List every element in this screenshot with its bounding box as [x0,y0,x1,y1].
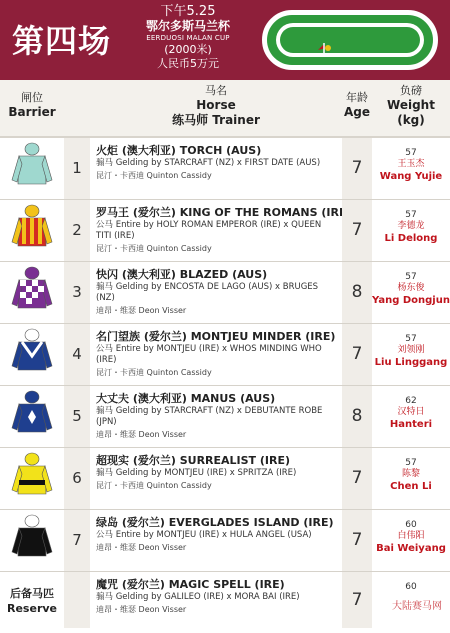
horse-cell [90,262,342,323]
pedigree: 骟马 Gelding by GALILEO (IRE) x MORA BAI (IRE) [96,592,336,603]
jockey-name-cn: 白伟阳 [372,531,450,542]
barrier-number: 3 [64,262,90,323]
runner-row [0,386,450,448]
pedigree: 骟马 Gelding by STARCRAFT (NZ) x DEBUTANTE ROBE (JPN) [96,406,336,428]
horse-name: 魔咒 (爱尔兰) MAGIC SPELL (IRE) [96,578,336,592]
runner-row [0,200,450,262]
trainer: 迪昂・维瑟 Deon Visser [96,429,336,441]
race-number: 第四场 [12,16,111,62]
horse-cell [90,324,342,385]
barrier-number: 2 [64,200,90,261]
trainer: 昆汀・卡西迪 Quinton Cassidy [96,243,336,255]
jockey-name-en: Chen Li [372,480,450,493]
weight: 57 [372,210,450,221]
age: 7 [342,448,372,509]
cup-name-cn: 鄂尔多斯马兰杯 [128,19,248,34]
horse-name: 火炬 (澳大利亚) TORCH (AUS) [96,144,336,158]
weight: 57 [372,458,450,469]
trainer: 迪昂・维瑟 Deon Visser [96,305,336,317]
pedigree: 骟马 Gelding by MONTJEU (IRE) x SPRITZA (IRE) [96,468,336,479]
weight-cell [372,448,450,509]
weight-cell [372,200,450,261]
weight-header: 负磅 Weight (kg) [372,83,450,128]
trainer: 昆汀・卡西迪 Quinton Cassidy [96,480,336,492]
horse-cell [90,448,342,509]
weight: 57 [372,272,450,283]
race-info [128,4,248,71]
runner-row [0,138,450,200]
horse-name: 罗马王 (爱尔兰) KING OF THE ROMANS (IRE) [96,206,336,220]
jockey-silk-icon [0,386,64,447]
race-distance: (2000米) [128,43,248,57]
horse-cell [90,138,342,199]
weight: 60 [372,582,450,593]
column-header-row [0,80,450,138]
age: 7 [342,572,372,628]
weight-cell [372,510,450,571]
weight-cell [372,262,450,323]
horse-header: 马名 Horse 练马师 Trainer [90,83,342,128]
age: 7 [342,510,372,571]
horse-cell [90,510,342,571]
jockey-name-en: Yang Dongjun [372,294,450,307]
jockey-name-cn: 李德龙 [372,221,450,232]
horse-cell [90,200,342,261]
weight: 60 [372,520,450,531]
runner-row [0,324,450,386]
weight: 57 [372,334,450,345]
age: 8 [342,262,372,323]
barrier-number: 1 [64,138,90,199]
jockey-name-en: Liu Linggang [372,356,450,369]
horse-cell [90,386,342,447]
age: 8 [342,386,372,447]
cup-name-en: EERDUOSI MALAN CUP [128,34,248,43]
age-header: 年龄 Age [342,90,372,120]
jockey-name-en: Bai Weiyang [372,542,450,555]
barrier-number: 4 [64,324,90,385]
jockey-name-cn: 杨东俊 [372,283,450,294]
pedigree: 公马 Entire by MONTJEU (IRE) x HULA ANGEL (USA) [96,530,336,541]
pedigree: 骟马 Gelding by STARCRAFT (NZ) x FIRST DATE (AUS) [96,158,336,169]
age: 7 [342,324,372,385]
reserve-barrier-cell [64,572,90,628]
jockey-silk-icon [0,262,64,323]
runner-row [0,510,450,572]
horse-name: 名门望族 (爱尔兰) MONTJEU MINDER (IRE) [96,330,336,344]
jockey-name-cn: 汉特日 [372,407,450,418]
jockey-name-en: Li Delong [372,232,450,245]
age: 7 [342,200,372,261]
barrier-number: 5 [64,386,90,447]
jockey-name-cn: 陈黎 [372,469,450,480]
jockey-silk-icon [0,200,64,261]
trainer: 昆汀・卡西迪 Quinton Cassidy [96,367,336,379]
reserve-horse-cell [90,572,342,633]
barrier-number: 7 [64,510,90,571]
jockey-silk-icon [0,448,64,509]
jockey-silk-icon [0,138,64,199]
weight: 57 [372,148,450,159]
trainer: 迪昂・维瑟 Deon Visser [96,542,336,554]
pedigree: 公马 Entire by HOLY ROMAN EMPEROR (IRE) x QUEEN TITI (IRE) [96,220,336,242]
barrier-header: 闸位 Barrier [0,90,64,120]
race-header [0,0,450,80]
jockey-name-en: Wang Yujie [372,170,450,183]
jockey-name-cn: 王玉杰 [372,159,450,170]
watermark: 大陆赛马网 [392,597,442,612]
jockey-silk-icon [0,510,64,571]
weight-cell [372,386,450,447]
weight-cell [372,324,450,385]
horse-name: 快闪 (澳大利亚) BLAZED (AUS) [96,268,336,282]
trainer: 迪昂・维瑟 Deon Visser [96,604,336,616]
trainer: 昆汀・卡西迪 Quinton Cassidy [96,170,336,182]
barrier-number: 6 [64,448,90,509]
track-map-icon [262,10,438,70]
reserve-label: 后备马匹 Reserve [0,572,64,633]
horse-name: 超现实 (爱尔兰) SURREALIST (IRE) [96,454,336,468]
runner-row [0,448,450,510]
horse-name: 大丈夫 (澳大利亚) MANUS (AUS) [96,392,336,406]
race-time: 下午5.25 [128,4,248,19]
runner-row [0,262,450,324]
pedigree: 骟马 Gelding by ENCOSTA DE LAGO (AUS) x BRUGES (NZ) [96,282,336,304]
horse-name: 绿岛 (爱尔兰) EVERGLADES ISLAND (IRE) [96,516,336,530]
race-prize: 人民币5万元 [128,57,248,71]
jockey-name-en: Hanteri [372,418,450,431]
jockey-name-cn: 刘领刚 [372,345,450,356]
reserve-row [0,572,450,628]
jockey-silk-icon [0,324,64,385]
weight-cell [372,138,450,199]
age: 7 [342,138,372,199]
weight: 62 [372,396,450,407]
pedigree: 公马 Entire by MONTJEU (IRE) x WHOS MINDING WHO (IRE) [96,344,336,366]
